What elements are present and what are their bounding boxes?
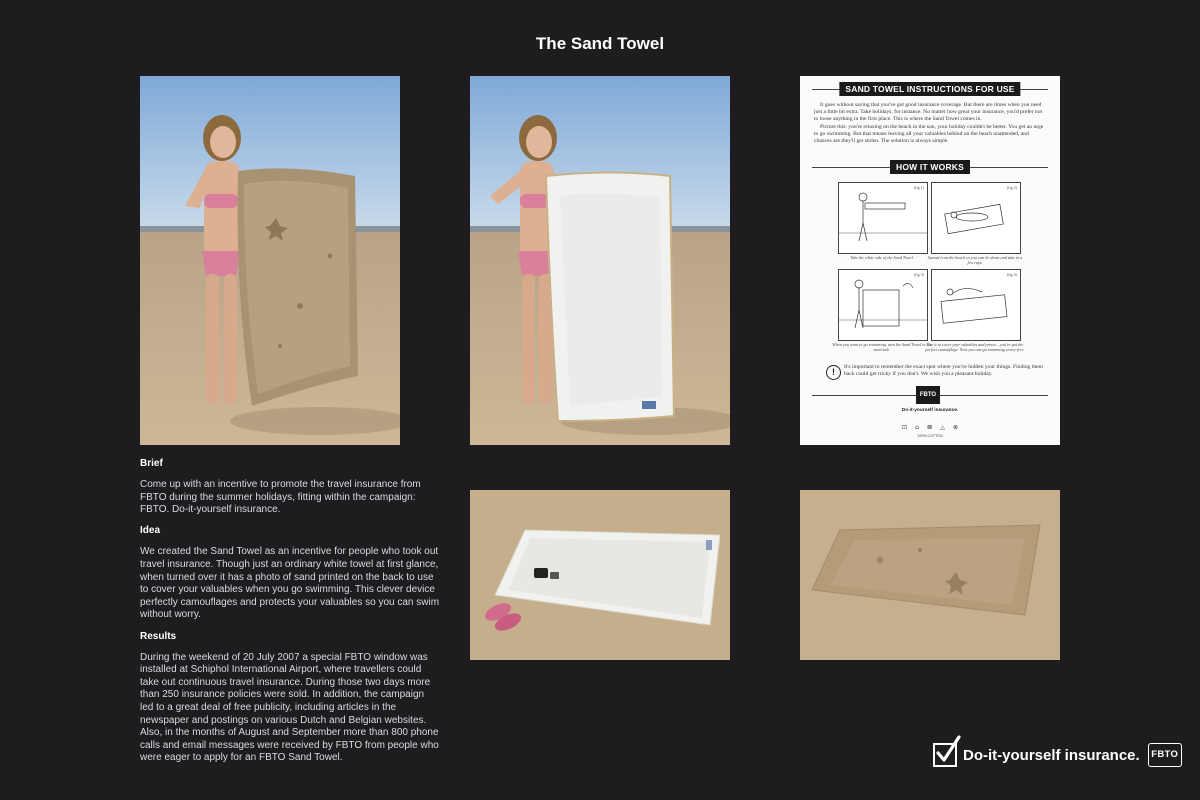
results-heading: Results: [140, 630, 177, 642]
footer-brand: [933, 741, 1182, 769]
fig-1-caption: Take the white side of the Sand Towel.: [850, 255, 914, 260]
fig-3-tag: (fig 3): [913, 272, 924, 277]
fig-3-panel: [838, 269, 928, 341]
intro-paragraph-2: Picture this: you're relaxing on the beach in the sun, your holiday couldn't be better. You get an urge to go swimming. But that means leaving all your valuables behind on the beach unattended, and chances are they'll get stolen. The solution is always simple.: [814, 123, 1044, 145]
wash-icon: ⊡: [902, 424, 908, 431]
checkbox-icon: [933, 743, 957, 767]
bleach-icon: △: [940, 424, 945, 431]
check-icon: [933, 735, 961, 765]
results-text-2: Also, in the months of August and September more than 800 phone calls and email messages were received by FBTO from people who were eager to apply for an FBTO Sand Towel.: [140, 727, 439, 764]
brief-text: Come up with an incentive to promote the travel insurance from FBTO during the summer holidays, fitting within the campaign: FBTO. Do-it-yourself insurance.: [140, 479, 421, 516]
how-it-works-header: HOW IT WORKS: [890, 160, 970, 174]
care-symbols: [902, 424, 958, 431]
brief-heading: Brief: [140, 458, 163, 469]
fig-2-caption: Spread it on the beach so you can lie down and take in a few rays.: [927, 255, 1023, 266]
fig-1-tag: (fig 1): [913, 185, 924, 190]
fbto-logo: FBTO: [1148, 743, 1182, 767]
instructions-header: SAND TOWEL INSTRUCTIONS FOR USE: [839, 82, 1020, 96]
photo-woman-white-side: [470, 76, 730, 445]
fig-1-panel: [838, 182, 928, 254]
page-title: The Sand Towel: [535, 34, 665, 53]
fbto-mini-logo: FBTO: [916, 386, 940, 404]
dry-icon: ⌂: [915, 424, 919, 431]
instructions-intro: [814, 102, 1046, 145]
photo-towel-with-valuables: [470, 490, 730, 660]
photo-towel-camouflaged: [800, 490, 1060, 660]
intro-paragraph-1: It goes without saying that you've got good insurance coverage. But there are times when you need just a little bit extra. Take holidays, for instance. No matter how great your insurance, you'd prefer not to loose anything in the first place. This is where the Sand Towel comes in.: [814, 102, 1043, 123]
no-tumble-icon: ⊠: [927, 424, 933, 431]
idea-text: We created the Sand Towel as an incentive for people who took out travel insurance. Though just an ordinary white towel at first glance, when turned over it has a photo of sand printed on the back to use to cover your valuables when you go swimming. This clever device perfectly camouflages and protects your valuables so you can swim without worry.: [140, 546, 440, 621]
material-label: 100% COTTON: [917, 434, 943, 438]
fig-2-panel: [931, 182, 1021, 254]
fig-2-tag: (fig 2): [1006, 185, 1017, 190]
fig-4-panel: [931, 269, 1021, 341]
results-text: During the weekend of 20 July 2007 a special FBTO window was installed at Schiphol International Airport, where travellers could take out continuous travel insurance. During those two days more than 250 insurance policies were sold. In addition, the campaign led to a great deal of free publicity, including articles in the newspaper and postings on various Dutch and Belgian websites.: [140, 651, 431, 726]
instruction-sheet: [800, 76, 1060, 445]
warning-icon: !: [826, 365, 841, 380]
footer-slogan: Do-it-yourself insurance.: [963, 746, 1140, 764]
fig-4-tag: (fig 4): [1006, 272, 1017, 277]
photo-woman-sand-side: [140, 76, 400, 445]
fig-3-caption: When you want to go swimming, turn the Sand Towel to the sand side.: [832, 342, 932, 353]
fig-4-caption: Use it to cover your valuables and presto – you've got the perfect camouflage. Now you can go swimming worry-free.: [925, 342, 1025, 353]
mini-slogan: Do-it-yourself insurance.: [901, 408, 959, 413]
case-study-copy: [140, 458, 440, 765]
no-dryclean-icon: ⊗: [952, 424, 958, 431]
important-note: It's important to remember the exact spot where you've hidden your things. Finding them back could get tricky if you don't. We wish you a pleasant holiday.: [844, 364, 1043, 378]
idea-heading: Idea: [140, 525, 161, 537]
